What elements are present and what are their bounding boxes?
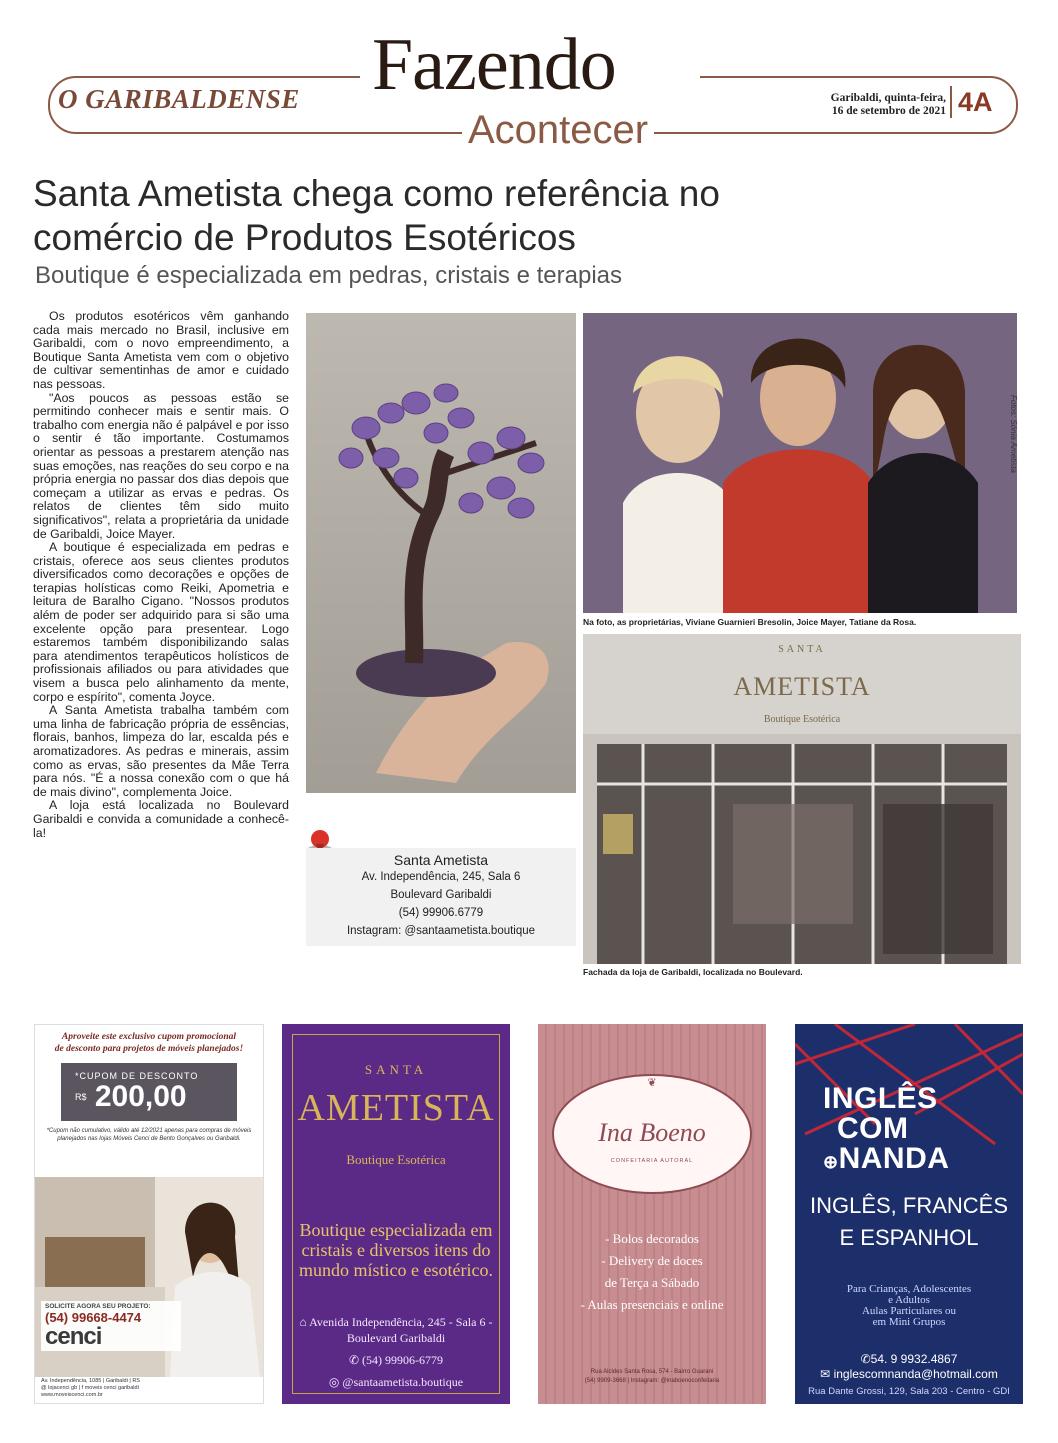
store-instagram: Instagram: @santaametista.boutique bbox=[346, 925, 536, 937]
cenci-contact bbox=[41, 1301, 181, 1351]
cenci-site[interactable]: www.moveiscenci.com.br bbox=[41, 1392, 103, 1398]
cenci-address: Av. Independência, 1085 | Garibaldi | RS bbox=[41, 1378, 140, 1384]
article-paragraph: A boutique é especializada em pedras e cristais, oferece aos seus clientes produtos diversificados como decorações e opções de terapias holísticas como Reiki, Apometria e leitura de Baralho Cigano. "Nossos produtos além de poder ser adquirido para si são uma excelente opção para presentear. Logo estaremos também disponibilizando salas para atendimentos terapêuticos holísticos de profissionais afiliados ou para atividades que visem a busca pelo alinhamento da mente, corpo e espírito", comenta Joyce. bbox=[33, 540, 289, 704]
article-deck: Boutique é especializada em pedras, cristais e terapias bbox=[35, 262, 622, 289]
cenci-intro bbox=[35, 1031, 263, 1055]
article-headline: Santa Ametista chega como referência no comércio de Produtos Esotéricos bbox=[33, 173, 720, 258]
ina-name: Ina Boeno bbox=[598, 1118, 706, 1147]
ingles-address: Rua Dante Grossi, 129, Sala 203 - Centro - GDI bbox=[808, 1386, 1010, 1397]
ametista-santa: SANTA bbox=[364, 1062, 428, 1077]
ametista-phone-row bbox=[292, 1352, 500, 1368]
email-icon: ✉ bbox=[820, 1367, 834, 1381]
article-paragraph: "Aos poucos as pessoas estão se permitindo conhecer mais e sentir mais. O trabalho com energia não é palpável e por isso o sentir é tão importante. Costumamos orientar as pessoas a prestarem atenção nas suas emoções, nas reações do seu corpo e na própria energia no passar dos dias depois que começam a utilizar as ervas e pedras. Os relatos de clientes têm sido muito significativos", relata a proprietária da unidade de Garibaldi, Joice Mayer. bbox=[33, 390, 289, 541]
cenci-cta: SOLICITE AGORA SEU PROJETO: bbox=[45, 1303, 151, 1310]
ina-service: de Terça a Sábado bbox=[604, 1275, 700, 1290]
ingles-email-row bbox=[795, 1367, 1023, 1382]
ina-address: Rua Alcides Santa Rosa, 574 - Bairro Guarani bbox=[590, 1369, 714, 1375]
ametista-subtitle: Boutique Esotérica bbox=[346, 1152, 446, 1167]
article-paragraph: A Santa Ametista trabalha também com uma linha de fabricação própria de essências, florais, banhos, limpeza do lar, escalda pés e aromatizadores. As pedras e minerais, assim como as ervas, são presentes da Mãe Terra para nós. "É a nossa conexão com o que há de mais divino", complementa Joice. bbox=[33, 703, 289, 799]
ametista-instagram[interactable]: @santaametista.boutique bbox=[342, 1375, 464, 1389]
coupon-currency: R$ bbox=[75, 1092, 87, 1102]
store-place: Boulevard Garibaldi bbox=[390, 889, 492, 901]
storefront-caption: Fachada da loja de Garibaldi, localizada no Boulevard. bbox=[583, 967, 803, 977]
ad-ina-boeno[interactable] bbox=[538, 1024, 766, 1404]
store-sign-name: AMETISTA bbox=[733, 672, 871, 701]
ingles-title-line bbox=[823, 1144, 949, 1177]
cenci-coupon bbox=[61, 1063, 237, 1121]
ina-services bbox=[538, 1228, 766, 1316]
storefront-photo bbox=[583, 634, 1021, 964]
article-body bbox=[33, 310, 289, 840]
whatsapp-icon: ✆ bbox=[348, 1353, 363, 1367]
dateline-weekday: Garibaldi, quinta-feira, bbox=[830, 92, 946, 104]
ingles-languages-line: INGLÊS, FRANCÊS bbox=[809, 1193, 1009, 1218]
uk-flag-icon: ⊕ bbox=[823, 1152, 839, 1172]
ametista-contact bbox=[292, 1314, 500, 1396]
owners-photo bbox=[583, 313, 1017, 613]
ingles-title-nanda: NANDA bbox=[838, 1142, 950, 1175]
instagram-icon: ◎ bbox=[328, 1375, 343, 1389]
ina-subtitle: CONFEITARIA AUTORAL bbox=[610, 1158, 694, 1164]
ingles-languages bbox=[795, 1190, 1023, 1254]
photo-credit: Fotos: Sônia Ametista bbox=[1009, 395, 1018, 473]
cenci-address-block bbox=[41, 1378, 140, 1399]
cenci-intro-line: Aproveite este exclusivo cupom promocional bbox=[61, 1032, 237, 1042]
cenci-phone[interactable]: (54) 99668-4474 bbox=[45, 1310, 142, 1325]
ametista-instagram-row bbox=[292, 1374, 500, 1390]
ingles-audience-line: e Adultos bbox=[888, 1294, 930, 1306]
coupon-label: *CUPOM DE DESCONTO bbox=[75, 1071, 199, 1081]
ingles-audience-line: em Mini Grupos bbox=[872, 1316, 946, 1328]
store-info-box bbox=[306, 848, 576, 946]
dateline bbox=[831, 92, 946, 118]
article-paragraph: A loja está localizada no Boulevard Garibaldi e convida a comunidade a conhecê-la! bbox=[33, 798, 289, 840]
ina-service: - Bolos decorados bbox=[605, 1231, 699, 1246]
ingles-contact bbox=[795, 1352, 1023, 1382]
ametista-logo: AMETISTA bbox=[297, 1087, 495, 1129]
coupon-value: 200,00 bbox=[94, 1080, 187, 1113]
cenci-intro-line: de desconto para projetos de móveis planejados! bbox=[54, 1044, 244, 1054]
article-paragraph: Os produtos esotéricos vêm ganhando cada mais mercado no Brasil, inclusive em Garibaldi, com o novo empreendimento, a Boutique Santa Ametista vem com o objetivo de cultivar sementinhas de amor e cuidado nas pessoas. bbox=[33, 309, 289, 391]
ad-santa-ametista[interactable] bbox=[282, 1024, 510, 1404]
store-address: Av. Independência, 245, Sala 6 bbox=[361, 871, 521, 883]
page-number: 4A bbox=[950, 86, 993, 118]
ingles-title-line: COM bbox=[837, 1112, 909, 1145]
ingles-title bbox=[823, 1084, 949, 1177]
ina-service: - Aulas presenciais e online bbox=[580, 1297, 724, 1312]
section-title: Fazendo bbox=[372, 24, 616, 106]
ina-service: - Delivery de doces bbox=[601, 1253, 703, 1268]
ingles-phone-row bbox=[795, 1352, 1023, 1367]
cenci-logo: cenci bbox=[45, 1323, 102, 1350]
store-sign-santa: SANTA bbox=[778, 644, 826, 655]
owners-caption: Na foto, as proprietárias, Viviane Guarnieri Bresolin, Joice Mayer, Tatiane da Rosa. bbox=[583, 617, 917, 627]
cenci-social: @ lojacenci gb | f moveis cenci garibaldi bbox=[41, 1385, 139, 1391]
store-sign-subtitle: Boutique Esotérica bbox=[763, 714, 841, 725]
coupon-value-row bbox=[75, 1081, 237, 1113]
ina-footer bbox=[538, 1368, 766, 1386]
ingles-audience bbox=[795, 1284, 1023, 1328]
ad-ingles-com-nanda[interactable] bbox=[795, 1024, 1023, 1404]
ingles-phone[interactable]: 54. 9 9932.4867 bbox=[870, 1352, 958, 1366]
dateline-date: 16 de setembro de 2021 bbox=[831, 105, 946, 117]
home-icon: ⌂ bbox=[299, 1315, 310, 1329]
ingles-email[interactable]: inglescomnanda@hotmail.com bbox=[833, 1367, 998, 1381]
candy-icon: ❦ bbox=[647, 1077, 657, 1089]
ametista-phone[interactable]: (54) 99906-6779 bbox=[362, 1353, 444, 1367]
store-phone: (54) 99906.6779 bbox=[398, 907, 484, 919]
ingles-title-line: INGLÊS bbox=[823, 1082, 938, 1115]
cenci-fine-print: *Cupom não cumulativo, válido até 12/2021 apenas para compras de móveis planejados nas lojas Móveis Cenci de Bento Gonçalves ou Garibaldi. bbox=[46, 1128, 252, 1142]
ametista-address: Avenida Independência, 245 - Sala 6 - Boulevard Garibaldi bbox=[309, 1315, 493, 1345]
ametista-pitch: Boutique especializada em cristais e diversos itens do mundo místico e esotérico. bbox=[299, 1220, 493, 1280]
ametista-address-row bbox=[292, 1314, 500, 1346]
ina-contact: (54) 9909-3668 | Instagram: @inaboenoconfeitaria bbox=[584, 1378, 720, 1384]
section-subtitle: Acontecer bbox=[462, 108, 654, 152]
ingles-audience-line: Para Crianças, Adolescentes bbox=[846, 1283, 972, 1295]
ingles-languages-line: E ESPANHOL bbox=[839, 1225, 979, 1250]
ingles-audience-line: Aulas Particulares ou bbox=[861, 1305, 957, 1317]
newspaper-name: O GARIBALDENSE bbox=[58, 84, 300, 114]
store-name: Santa Ametista bbox=[393, 852, 489, 868]
ad-cenci[interactable] bbox=[34, 1024, 264, 1404]
amethyst-tree-photo bbox=[306, 313, 576, 793]
whatsapp-icon: ✆ bbox=[860, 1352, 871, 1366]
